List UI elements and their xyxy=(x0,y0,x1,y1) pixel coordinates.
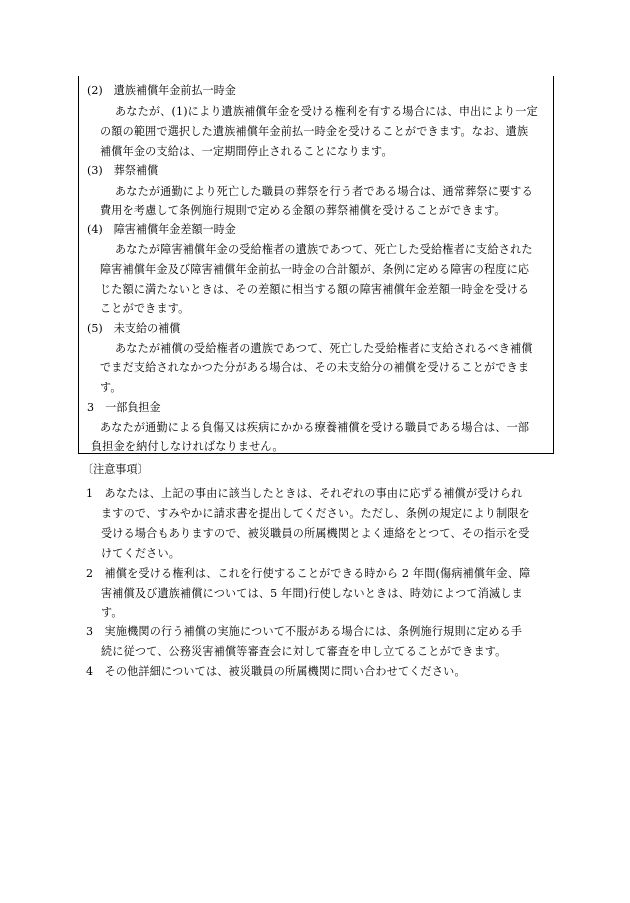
note-3-cont: 続に従つて、公務災害補償等審査会に対して審査を申し立てることができます。 xyxy=(101,645,507,658)
note-1-cont: けてください。 xyxy=(101,547,181,560)
section-2-text: の額の範囲で選択した遺族補償年金前払一時金を受けることができます。なお、遺族 xyxy=(100,125,529,138)
section-5-text: す。 xyxy=(100,381,122,394)
notes-heading: 〔注意事項〕 xyxy=(82,463,149,476)
section-5-text: でまだ支給されなかつた分がある場合は、その未支給分の補償を受けることができま xyxy=(100,361,530,374)
section-5-text: あなたが補償の受給権者の遺族であつて、死亡した受給権者に支給されるべき補償 xyxy=(115,342,533,355)
section-2-text: 補償年金の支給は、一定期間停止されることになります。 xyxy=(100,145,393,158)
section-2-text: あなたが、(1)により遺族補償年金を受ける権利を有する場合には、申出により一定 xyxy=(115,105,538,118)
note-1-cont: 受ける場合もありますので、被災職員の所属機関とよく連絡をとつて、その指示を受 xyxy=(101,527,530,540)
section-copayment-title: 3 一部負担金 xyxy=(87,401,161,414)
section-copayment-text: あなたが通勤による負傷又は疾病にかかる療養補償を受ける職員である場合は、一部 xyxy=(100,421,530,434)
note-2-cont: 害補償及び遺族補償については、5 年間)行使しないときは、時効によつて消滅しま xyxy=(101,587,523,600)
note-1: 1 あなたは、上記の事由に該当したときは、それぞれの事由に応ずる補償が受けられ xyxy=(86,487,523,500)
section-4-text: 障害補償年金及び障害補償年金前払一時金の合計額が、条例に定める障害の程度に応 xyxy=(100,263,530,276)
note-2-cont: す。 xyxy=(101,606,123,619)
section-2-title: (2) 遺族補償年金前払一時金 xyxy=(87,84,236,97)
section-3-text: あなたが通勤により死亡した職員の葬祭を行う者である場合は、通常葬祭に要する xyxy=(115,185,533,198)
section-4-text: あなたが障害補償年金の受給権者の遺族であつて、死亡した受給権者に支給された xyxy=(115,243,533,256)
note-2: 2 補償を受ける権利は、これを行使することができる時から 2 年間(傷病補償年金、障 xyxy=(86,567,531,580)
section-copayment-text: 負担金を納付しなければなりません。 xyxy=(91,440,284,453)
section-3-title: (3) 葬祭補償 xyxy=(87,164,159,177)
note-4: 4 その他詳細については、被災職員の所属機関に問い合わせてください。 xyxy=(86,665,466,678)
section-4-text: じた額に満たないときは、その差額に相当する額の障害補償年金差額一時金を受ける xyxy=(100,283,530,296)
note-3: 3 実施機関の行う補償の実施について不服がある場合には、条例施行規則に定める手 xyxy=(86,625,523,638)
section-4-title: (4) 障害補償年金差額一時金 xyxy=(87,223,236,236)
section-3-text: 費用を考慮して条例施行規則で定める金額の葬祭補償を受けることができます。 xyxy=(100,204,506,217)
section-4-text: ことができます。 xyxy=(100,302,190,315)
section-5-title: (5) 未支給の補償 xyxy=(87,322,181,335)
note-1-cont: ますので、すみやかに請求書を提出してください。ただし、条例の規定により制限を xyxy=(101,507,530,520)
